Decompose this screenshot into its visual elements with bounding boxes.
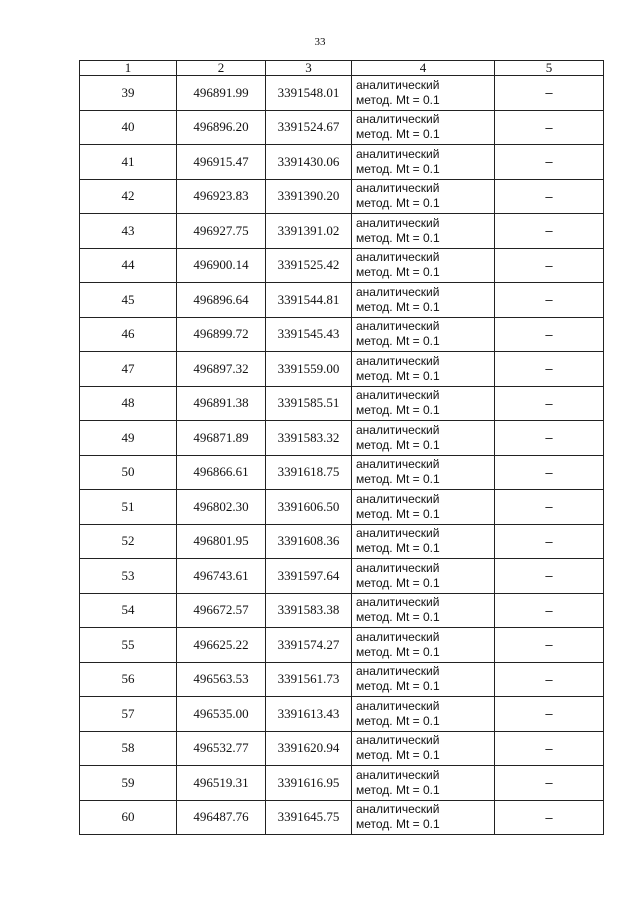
note-cell: – [495,766,604,801]
table-row [80,490,604,525]
note-cell: – [495,76,604,111]
table-row [80,559,604,594]
method-cell [352,76,495,111]
method-line-2: метод. Mt = 0.1 [356,334,440,349]
header-row [80,61,604,76]
method-line-1: аналитический [356,353,440,368]
note-cell: – [495,421,604,456]
table-row [80,593,604,628]
y-coordinate-cell: 3391430.06 [266,145,352,180]
y-coordinate-cell: 3391583.32 [266,421,352,456]
y-coordinate-cell: 3391583.38 [266,593,352,628]
table-row [80,248,604,283]
x-coordinate-cell: 496871.89 [177,421,266,456]
method-cell [352,800,495,835]
point-number-cell: 44 [80,248,177,283]
column-header-1: 1 [80,61,177,76]
note-cell: – [495,593,604,628]
x-coordinate-cell: 496519.31 [177,766,266,801]
y-coordinate-cell: 3391620.94 [266,731,352,766]
method-line-2: метод. Mt = 0.1 [356,472,440,487]
method-cell [352,766,495,801]
method-line-1: аналитический [356,319,440,334]
method-line-2: метод. Mt = 0.1 [356,506,440,521]
point-number-cell: 47 [80,352,177,387]
x-coordinate-cell: 496899.72 [177,317,266,352]
note-cell: – [495,628,604,663]
method-line-2: метод. Mt = 0.1 [356,782,440,797]
note-cell: – [495,490,604,525]
method-cell [352,628,495,663]
table-row [80,76,604,111]
note-cell: – [495,455,604,490]
note-cell: – [495,524,604,559]
method-line-2: метод. Mt = 0.1 [356,748,440,763]
method-cell [352,559,495,594]
method-line-1: аналитический [356,526,440,541]
method-line-1: аналитический [356,629,440,644]
y-coordinate-cell: 3391525.42 [266,248,352,283]
method-cell [352,145,495,180]
method-line-2: метод. Mt = 0.1 [356,265,440,280]
point-number-cell: 40 [80,110,177,145]
note-cell: – [495,800,604,835]
point-number-cell: 50 [80,455,177,490]
table-row [80,731,604,766]
method-line-2: метод. Mt = 0.1 [356,817,440,832]
method-line-1: аналитический [356,767,440,782]
method-line-2: метод. Mt = 0.1 [356,644,440,659]
method-line-2: метод. Mt = 0.1 [356,161,440,176]
page-number: 33 [314,36,326,48]
method-line-2: метод. Mt = 0.1 [356,299,440,314]
x-coordinate-cell: 496672.57 [177,593,266,628]
y-coordinate-cell: 3391544.81 [266,283,352,318]
method-line-1: аналитический [356,112,440,127]
table-row [80,386,604,421]
point-number-cell: 46 [80,317,177,352]
method-line-2: метод. Mt = 0.1 [356,541,440,556]
method-cell [352,386,495,421]
x-coordinate-cell: 496896.64 [177,283,266,318]
method-line-2: метод. Mt = 0.1 [356,403,440,418]
method-cell [352,110,495,145]
method-line-1: аналитический [356,250,440,265]
method-line-2: метод. Mt = 0.1 [356,575,440,590]
x-coordinate-cell: 496897.32 [177,352,266,387]
table-row [80,283,604,318]
x-coordinate-cell: 496532.77 [177,731,266,766]
x-coordinate-cell: 496563.53 [177,662,266,697]
point-number-cell: 57 [80,697,177,732]
method-line-1: аналитический [356,698,440,713]
point-number-cell: 54 [80,593,177,628]
x-coordinate-cell: 496802.30 [177,490,266,525]
method-cell [352,248,495,283]
y-coordinate-cell: 3391524.67 [266,110,352,145]
x-coordinate-cell: 496915.47 [177,145,266,180]
method-line-1: аналитический [356,215,440,230]
y-coordinate-cell: 3391618.75 [266,455,352,490]
x-coordinate-cell: 496891.38 [177,386,266,421]
point-number-cell: 58 [80,731,177,766]
column-header-3: 3 [266,61,352,76]
method-cell [352,662,495,697]
x-coordinate-cell: 496625.22 [177,628,266,663]
y-coordinate-cell: 3391645.75 [266,800,352,835]
note-cell: – [495,731,604,766]
y-coordinate-cell: 3391390.20 [266,179,352,214]
method-cell [352,524,495,559]
column-header-2: 2 [177,61,266,76]
y-coordinate-cell: 3391545.43 [266,317,352,352]
y-coordinate-cell: 3391613.43 [266,697,352,732]
note-cell: – [495,248,604,283]
x-coordinate-cell: 496900.14 [177,248,266,283]
method-line-2: метод. Mt = 0.1 [356,437,440,452]
table-row [80,179,604,214]
column-header-4: 4 [352,61,495,76]
method-line-2: метод. Mt = 0.1 [356,92,440,107]
method-line-1: аналитический [356,146,440,161]
x-coordinate-cell: 496801.95 [177,524,266,559]
note-cell: – [495,352,604,387]
method-cell [352,421,495,456]
point-number-cell: 48 [80,386,177,421]
method-line-1: аналитический [356,802,440,817]
note-cell: – [495,110,604,145]
point-number-cell: 53 [80,559,177,594]
table-row [80,145,604,180]
table-row [80,352,604,387]
y-coordinate-cell: 3391574.27 [266,628,352,663]
y-coordinate-cell: 3391597.64 [266,559,352,594]
y-coordinate-cell: 3391561.73 [266,662,352,697]
column-header-5: 5 [495,61,604,76]
note-cell: – [495,662,604,697]
table-header [80,61,604,76]
method-cell [352,593,495,628]
point-number-cell: 59 [80,766,177,801]
table-row [80,800,604,835]
method-cell [352,283,495,318]
point-number-cell: 60 [80,800,177,835]
x-coordinate-cell: 496927.75 [177,214,266,249]
point-number-cell: 39 [80,76,177,111]
coordinates-table [79,60,604,835]
method-line-1: аналитический [356,664,440,679]
table-row [80,524,604,559]
method-line-1: аналитический [356,284,440,299]
method-cell [352,455,495,490]
point-number-cell: 43 [80,214,177,249]
x-coordinate-cell: 496535.00 [177,697,266,732]
note-cell: – [495,214,604,249]
method-line-1: аналитический [356,560,440,575]
table-row [80,662,604,697]
table-body [80,76,604,835]
point-number-cell: 49 [80,421,177,456]
method-cell [352,317,495,352]
x-coordinate-cell: 496923.83 [177,179,266,214]
table-row [80,214,604,249]
method-line-1: аналитический [356,422,440,437]
note-cell: – [495,145,604,180]
y-coordinate-cell: 3391616.95 [266,766,352,801]
note-cell: – [495,386,604,421]
method-line-1: аналитический [356,733,440,748]
table-row [80,110,604,145]
table-row [80,421,604,456]
point-number-cell: 51 [80,490,177,525]
method-cell [352,490,495,525]
method-line-1: аналитический [356,181,440,196]
method-cell [352,697,495,732]
point-number-cell: 45 [80,283,177,318]
y-coordinate-cell: 3391559.00 [266,352,352,387]
table-row [80,766,604,801]
y-coordinate-cell: 3391606.50 [266,490,352,525]
y-coordinate-cell: 3391585.51 [266,386,352,421]
method-line-2: метод. Mt = 0.1 [356,127,440,142]
note-cell: – [495,697,604,732]
x-coordinate-cell: 496743.61 [177,559,266,594]
point-number-cell: 55 [80,628,177,663]
table-row [80,455,604,490]
note-cell: – [495,317,604,352]
method-line-2: метод. Mt = 0.1 [356,230,440,245]
table-row [80,697,604,732]
method-cell [352,214,495,249]
method-cell [352,179,495,214]
method-line-2: метод. Mt = 0.1 [356,713,440,728]
point-number-cell: 56 [80,662,177,697]
point-number-cell: 52 [80,524,177,559]
table-row [80,628,604,663]
method-cell [352,352,495,387]
method-line-1: аналитический [356,491,440,506]
note-cell: – [495,559,604,594]
y-coordinate-cell: 3391608.36 [266,524,352,559]
method-cell [352,731,495,766]
x-coordinate-cell: 496891.99 [177,76,266,111]
note-cell: – [495,179,604,214]
x-coordinate-cell: 496866.61 [177,455,266,490]
table-row [80,317,604,352]
method-line-2: метод. Mt = 0.1 [356,196,440,211]
method-line-1: аналитический [356,595,440,610]
y-coordinate-cell: 3391548.01 [266,76,352,111]
method-line-1: аналитический [356,457,440,472]
x-coordinate-cell: 496896.20 [177,110,266,145]
point-number-cell: 42 [80,179,177,214]
method-line-2: метод. Mt = 0.1 [356,679,440,694]
note-cell: – [495,283,604,318]
method-line-1: аналитический [356,388,440,403]
y-coordinate-cell: 3391391.02 [266,214,352,249]
method-line-2: метод. Mt = 0.1 [356,610,440,625]
point-number-cell: 41 [80,145,177,180]
method-line-1: аналитический [356,77,440,92]
method-line-2: метод. Mt = 0.1 [356,368,440,383]
x-coordinate-cell: 496487.76 [177,800,266,835]
